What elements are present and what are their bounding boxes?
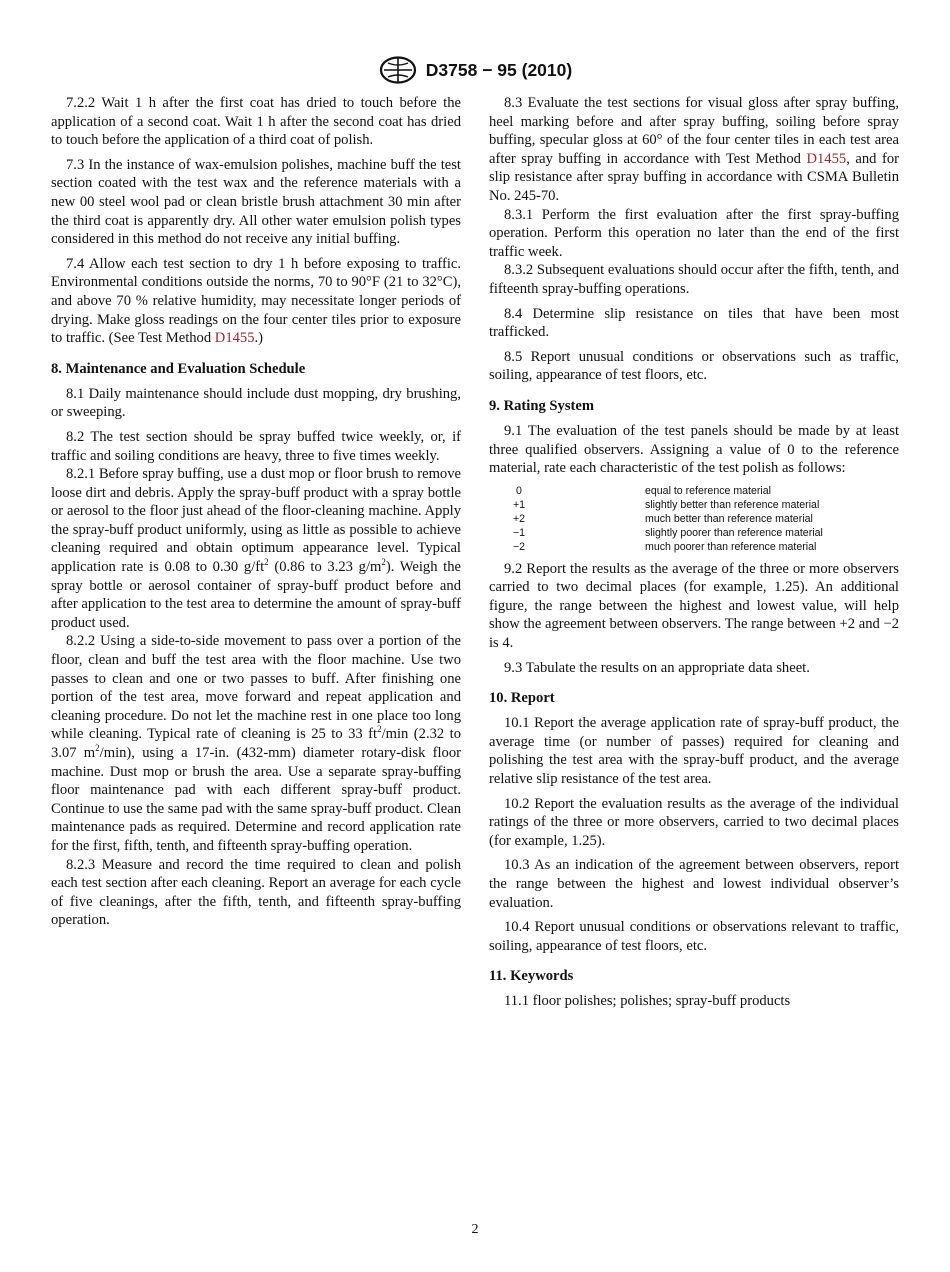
section-8-1: 8.1 Daily maintenance should include dust mopping, dry brushing, or sweeping. <box>51 385 461 421</box>
heading-section-11: 11. Keywords <box>489 968 574 985</box>
rating-scale-table <box>489 484 823 554</box>
heading-section-8: 8. Maintenance and Evaluation Schedule <box>51 360 306 377</box>
section-10-1: 10.1 Report the average application rate of spray-buff product, the average time (or number of passes) required for cleaning and polishing the test area with the spray-buff product, and the average relative slip resistance of the test area. <box>489 715 899 788</box>
left-column <box>51 94 461 936</box>
d1455-link[interactable]: D1455 <box>806 150 847 167</box>
section-10-2: 10.2 Report the evaluation results as the average of the individual ratings of the three or more observers, carried to two decimal places (for example, 1.25). <box>489 795 899 849</box>
section-10-3: 10.3 As an indication of the agreement between observers, report the range between the highest and lowest individual observer’s evaluation. <box>489 857 899 911</box>
page-number: 2 <box>471 1222 479 1237</box>
table-row: +1 slightly better than reference material <box>512 498 820 511</box>
section-8-2: 8.2 The test section should be spray buffed twice weekly, or, if traffic and soiling conditions are heavy, three to five times weekly. <box>51 428 461 464</box>
section-8-2-1: 8.2.1 Before spray buffing, use a dust mop or floor brush to remove loose dirt and debris. Apply the spray-buff product with a spray bottle or aerosol to the floor just ahead of the floor-cleaning machine. Apply the spray-buff product uniformly, using as little as possible to achieve cleaning required and obtain optimum appearance level. Typical application rate is 0.08 to 0.30 $g/ft^2$ (0.86 to 3.23 $g/m^2$). Weigh the spray bottle or aerosol container of spray-buff product before and after application to the test area to determine the amount of spray-buff product used. <box>51 466 462 631</box>
section-9-2: 9.2 Report the results as the average of the three or more observers carried to two decimal places (for example, 1.25). An additional figure, the range between the highest and lowest value, will help show the agreement between observers. The range between +2 and −2 is 4. <box>489 560 899 652</box>
section-8-3-1: 8.3.1 Perform the first evaluation after the first spray-buffing operation. Perform this operation no later than the end of the first traffic week. <box>489 206 899 260</box>
astm-logo-icon <box>378 56 418 84</box>
section-8-3-2: 8.3.2 Subsequent evaluations should occur after the fifth, tenth, and fifteenth spray-buffing operations. <box>489 262 899 297</box>
page-header <box>0 56 950 84</box>
standard-designation: D3758 − 95 (2010) <box>425 59 573 80</box>
section-8-5: 8.5 Report unusual conditions or observations such as traffic, soiling, appearance of test floors, etc. <box>489 348 899 384</box>
section-9-1: 9.1 The evaluation of the test panels should be made by at least three qualified observers. Assigning a value of 0 to the reference material, rate each characteristic of the test polish as follows: <box>489 422 899 477</box>
table-row: −1 slightly poorer than reference material <box>512 526 823 539</box>
section-8-2-3: 8.2.3 Measure and record the time required to clean and polish each test section after each cleaning. Report an average for each cycle of five cleanings, after the fifth, tenth, and fifteenth spray-buffing operation. <box>51 856 461 929</box>
heading-section-9: 9. Rating System <box>489 397 594 414</box>
section-8-3: 8.3 Evaluate the test sections for visual gloss after spray buffing, heel marking before and after spray buffing, soiling before spray buffing, specular gloss at 60° of the four center tiles in each test area after spray buffing in accordance with Test Method D1455, and for slip resistance after spray buffing in accordance with CSMA Bulletin No. 245-70. <box>489 95 899 204</box>
section-8-2-2: 8.2.2 Using a side-to-side movement to pass over a portion of the floor, clean and buff the test area with the floor machine. Use two passes to clean and one or two passes to buff. After finishing one portion of the test area, move forward and repeat application and cleaning procedure. Do not let the machine rest in one place too long while cleaning. Typical rate of cleaning is 25 to 33 $ft^2/\min$ (2.32 to 3.07 $m^2/\min$), using a 17-in. (432-mm) diameter rotary-disk floor machine. Dust mop or brush the area. Use a separate spray-buffing floor maintenance pad with each different spray-buff product. Continue to use the same pad with the same spray-buff product. Clean maintenance pads as required. Determine and record application rate for the first, fifth, tenth, and fifteenth spray-buffing operation. <box>51 633 462 854</box>
table-row: +2 much better than reference material <box>512 512 813 525</box>
d1455-link[interactable]: D1455 <box>214 330 255 347</box>
section-11-1: 11.1 floor polishes; polishes; spray-buff products <box>504 993 791 1010</box>
heading-section-10: 10. Report <box>489 690 555 707</box>
section-8-4: 8.4 Determine slip resistance on tiles that have been most trafficked. <box>489 305 899 341</box>
right-column <box>489 94 899 1017</box>
section-7-3: 7.3 In the instance of wax-emulsion polishes, machine buff the test section coated with the test wax and the reference materials with a new 00 steel wool pad or clean bristle brush attachment 30 min after the third coat is apparently dry. All other water emulsion polish types considered in this method do not receive any initial buffing. <box>51 156 461 248</box>
section-9-3: 9.3 Tabulate the results on an appropriate data sheet. <box>504 659 810 676</box>
table-row: 0 equal to reference material <box>516 484 772 497</box>
section-10-4: 10.4 Report unusual conditions or observations relevant to traffic, soiling, appearance of test floors, etc. <box>489 919 899 954</box>
table-row: −2 much poorer than reference material <box>512 540 817 553</box>
section-7-2-2: 7.2.2 Wait 1 h after the first coat has dried to touch before the application of a second coat. Wait 1 h after the second coat has dried to touch before the application of a third coat of polish. <box>51 95 461 149</box>
section-7-4: 7.4 Allow each test section to dry 1 h before exposing to traffic. Environmental conditions outside the norms, 70 to 90°F (21 to 32°C), and above 70 % relative humidity, may necessitate longer periods of drying. Make gloss readings on the four center tiles prior to exposure to traffic. (See Test Method D1455.) <box>51 255 461 347</box>
